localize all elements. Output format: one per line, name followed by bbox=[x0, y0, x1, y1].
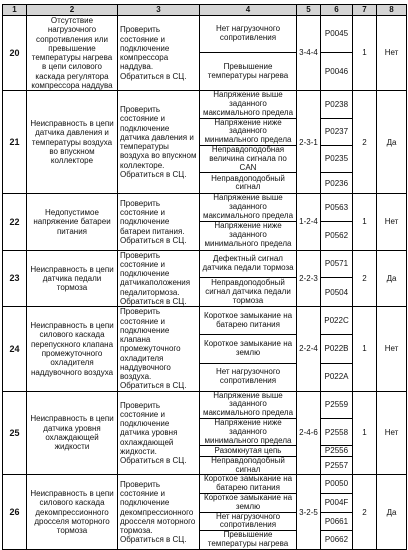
blink-code: 2-4-6 bbox=[297, 391, 321, 475]
dtc-code: P0236 bbox=[321, 173, 353, 194]
fault-symptom: Дефектный сигнал датчика педали тормоза bbox=[200, 250, 297, 278]
fault-description: Неисправность в цепи датчика уровня охлаждающей жидкости bbox=[27, 391, 118, 475]
fault-group-row bbox=[3, 194, 407, 221]
recommended-action: Проверить состояние и подключение клапана промежуточного охладителя наддувочного воздуха. Обратиться в СЦ. bbox=[118, 307, 200, 391]
fault-symptom: Нет нагрузочного сопротивления bbox=[200, 16, 297, 53]
dtc-code: P004F bbox=[321, 493, 353, 512]
recommended-action: Проверить состояние и подключение датчика уровня охлаждающей жидкости. Обратиться в СЦ. bbox=[118, 391, 200, 475]
blink-code: 1-2-4 bbox=[297, 194, 321, 250]
dtc-code: P0662 bbox=[321, 531, 353, 550]
blink-code: 2-3-1 bbox=[297, 91, 321, 194]
recommended-action: Проверить состояние и подключение датчикаположения педалитормоза. Обратиться в СЦ. bbox=[118, 250, 200, 307]
dtc-code: P2559 bbox=[321, 391, 353, 418]
warning-lamp: Да bbox=[377, 250, 407, 307]
warning-lamp: Нет bbox=[377, 16, 407, 91]
fault-group-row bbox=[3, 16, 407, 53]
dtc-code: P0661 bbox=[321, 512, 353, 531]
fault-symptom: Короткое замыкание на землю bbox=[200, 493, 297, 512]
fault-number: 23 bbox=[3, 250, 27, 307]
dtc-code: P0562 bbox=[321, 221, 353, 250]
recommended-action: Проверить состояние и подключение батареи питания. Обратиться в СЦ. bbox=[118, 194, 200, 250]
column-header: 3 bbox=[118, 5, 200, 16]
column-header: 2 bbox=[27, 5, 118, 16]
dtc-code: P0563 bbox=[321, 194, 353, 221]
warning-lamp: Да bbox=[377, 91, 407, 194]
fault-symptom: Напряжение выше заданного максимального предела bbox=[200, 91, 297, 118]
dtc-code: P2557 bbox=[321, 456, 353, 475]
fault-level: 2 bbox=[353, 250, 377, 307]
fault-group-row bbox=[3, 391, 407, 418]
fault-symptom: Напряжение выше заданного максимального предела bbox=[200, 194, 297, 221]
fault-number: 24 bbox=[3, 307, 27, 391]
fault-level: 1 bbox=[353, 194, 377, 250]
warning-lamp: Нет bbox=[377, 194, 407, 250]
recommended-action: Проверить состояние и подключение декомпрессионного дросселя моторного тормоза. Обратиться в СЦ. bbox=[118, 475, 200, 550]
dtc-code: P0238 bbox=[321, 91, 353, 118]
fault-number: 22 bbox=[3, 194, 27, 250]
fault-symptom: Превышение температуры нагрева bbox=[200, 52, 297, 90]
dtc-code: P0045 bbox=[321, 16, 353, 53]
fault-symptom: Напряжение ниже заданного минимального предела bbox=[200, 118, 297, 145]
fault-symptom: Короткое замыкание на батарею питания bbox=[200, 307, 297, 335]
fault-description: Неисправность в цепи силового каскада перепускного клапана промежуточного охладителя наддувочного воздуха bbox=[27, 307, 118, 391]
dtc-code: P0504 bbox=[321, 278, 353, 307]
fault-symptom: Нет нагрузочного сопротивления bbox=[200, 512, 297, 531]
column-header: 8 bbox=[377, 5, 407, 16]
fault-group-row bbox=[3, 91, 407, 118]
dtc-code: P0235 bbox=[321, 145, 353, 172]
fault-description: Неисправность в цепи датчика педали тормоза bbox=[27, 250, 118, 307]
column-header: 5 bbox=[297, 5, 321, 16]
column-header: 1 bbox=[3, 5, 27, 16]
dtc-code: P2556 bbox=[321, 446, 353, 456]
recommended-action: Проверить состояние и подключение компрессора наддува. Обратиться в СЦ. bbox=[118, 16, 200, 91]
fault-symptom: Неправдоподобная величина сигнала по CAN bbox=[200, 145, 297, 172]
fault-symptom: Напряжение выше заданного максимального предела bbox=[200, 391, 297, 418]
fault-description: Неисправность в цепи датчика давления и температуры воздуха во впускном коллекторе bbox=[27, 91, 118, 194]
recommended-action: Проверить состояние и подключение датчика давления и температуры воздуха во впускном коллекторе. Обратиться в СЦ. bbox=[118, 91, 200, 194]
fault-symptom: Неправдоподобный сигнал bbox=[200, 173, 297, 194]
column-header: 4 bbox=[200, 5, 297, 16]
fault-symptom: Разомкнутая цепь bbox=[200, 446, 297, 456]
fault-symptom: Неправдоподобный сигнал bbox=[200, 456, 297, 475]
fault-description: Недопустимое напряжение батареи питания bbox=[27, 194, 118, 250]
fault-description: Неисправность в цепи силового каскада декомпрессионного дросселя моторного тормоза bbox=[27, 475, 118, 550]
fault-table-body bbox=[3, 16, 407, 550]
dtc-code: P0571 bbox=[321, 250, 353, 278]
warning-lamp: Да bbox=[377, 475, 407, 550]
warning-lamp: Нет bbox=[377, 391, 407, 475]
blink-code: 3-4-4 bbox=[297, 16, 321, 91]
dtc-code: P0046 bbox=[321, 52, 353, 90]
fault-level: 1 bbox=[353, 16, 377, 91]
fault-number: 21 bbox=[3, 91, 27, 194]
dtc-code: P0050 bbox=[321, 475, 353, 494]
fault-symptom: Напряжение ниже заданного минимального предела bbox=[200, 221, 297, 250]
fault-symptom: Неправдоподобный сигнал датчика педали тормоза bbox=[200, 278, 297, 307]
fault-symptom: Напряжение ниже заданного минимального предела bbox=[200, 419, 297, 446]
fault-symptom: Нет нагрузочного сопротивления bbox=[200, 363, 297, 391]
header-row bbox=[3, 5, 407, 16]
fault-number: 20 bbox=[3, 16, 27, 91]
column-header: 7 bbox=[353, 5, 377, 16]
fault-level: 2 bbox=[353, 475, 377, 550]
dtc-code: P022B bbox=[321, 335, 353, 363]
dtc-code: P022A bbox=[321, 363, 353, 391]
fault-level: 1 bbox=[353, 307, 377, 391]
column-header: 6 bbox=[321, 5, 353, 16]
dtc-code: P2558 bbox=[321, 419, 353, 446]
blink-code: 2-2-3 bbox=[297, 250, 321, 307]
warning-lamp: Нет bbox=[377, 307, 407, 391]
fault-description: Отсутствие нагрузочного сопротивления или превышение температуры нагрева в цепи силового каскада регулятора компрессора наддува bbox=[27, 16, 118, 91]
fault-group-row bbox=[3, 307, 407, 335]
dtc-code: P0237 bbox=[321, 118, 353, 145]
fault-symptom: Превышение температуры нагрева bbox=[200, 531, 297, 550]
fault-number: 25 bbox=[3, 391, 27, 475]
dtc-code: P022C bbox=[321, 307, 353, 335]
fault-group-row bbox=[3, 250, 407, 278]
fault-level: 2 bbox=[353, 91, 377, 194]
fault-symptom: Короткое замыкание на землю bbox=[200, 335, 297, 363]
blink-code: 3-2-5 bbox=[297, 475, 321, 550]
fault-code-table bbox=[2, 4, 407, 550]
fault-group-row bbox=[3, 475, 407, 494]
fault-level: 1 bbox=[353, 391, 377, 475]
fault-number: 26 bbox=[3, 475, 27, 550]
blink-code: 2-2-4 bbox=[297, 307, 321, 391]
fault-symptom: Короткое замыкание на батарею питания bbox=[200, 475, 297, 494]
